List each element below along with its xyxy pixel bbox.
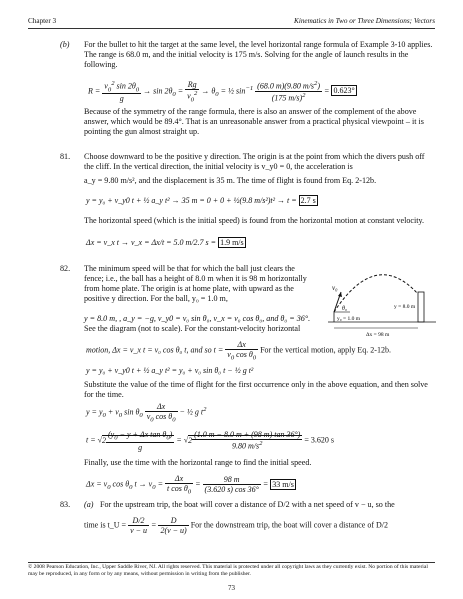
problem-82-time-result: = 3.620 s <box>304 435 334 445</box>
problem-81-number: 81. <box>60 152 71 161</box>
problem-82-text: The minimum speed will be that for which the ball just clears the fence; i.e., the ball has a height of 8.0 m when it is 98 m horizontally from home plate. The origin is at home plate, with upward as the positive y direction. For the ball, y₀ = 1.0 m, <box>84 264 307 303</box>
problem-81-eq-text: y = y₀ + v_y0 t + ½ a_y t² → 35 m = 0 + 0 + ½(9.8 m/s²)t² → t = <box>86 196 297 205</box>
part-b-text: For the bullet to hit the target at the same level, the level horizontal range formula of Example 3-10 applies. The range is 68.0 m, and the initial velocity is 175 m/s. Solving for the angle of launch results in the following. <box>84 40 433 69</box>
problem-81-horiz-text: The horizontal speed (which is the initial speed) is found from the horizontal motion at constant velocity. <box>84 216 425 225</box>
chapter-label: Chapter 3 <box>28 17 57 25</box>
theta-label: θ₀ <box>342 306 348 312</box>
problem-83-part-a-label: (a) <box>84 500 94 509</box>
problem-82-motion-text: motion, Δx = v_x t = v₀ cos θ₀ t, and so t = <box>86 345 224 355</box>
problem-81-text: Choose downward to be the positive y direction. The origin is at the point from which the divers push off the cliff. In the vertical direction, the initial velocity is v_y0 = 0, the acceleration is <box>84 152 425 171</box>
problem-81-horiz-equation <box>86 238 246 247</box>
fence <box>418 292 424 322</box>
problem-82-finally: Finally, use the time with the horizontal range to find the initial speed. <box>84 458 312 467</box>
problem-83-number: 83. <box>60 500 71 509</box>
problem-82-substitute: Substitute the value of the time of flight for the first occurrence only in the above equation, and then solve for the time. <box>84 380 428 399</box>
range-label: Δx = 98 m <box>366 332 390 338</box>
problem-82-number: 82. <box>60 264 71 273</box>
part-b-label: (b) <box>60 40 70 49</box>
problem-82-speed-answer: 33 m/s <box>272 479 294 489</box>
trajectory-diagram <box>326 262 438 338</box>
problem-82-givens: y = 8.0 m, , a_y = −g, v_y0 = v₀ sin θ₀, v_x = v₀ cos θ₀, and θ₀ = 36°. <box>84 314 311 323</box>
part-b-answer: 0.623° <box>333 86 355 96</box>
v0-label: v₀ <box>332 284 338 292</box>
problem-82-eq4: $\Delta x = v_0$ $\cos \theta_0$ $t \to v_0$ = $\frac{\Delta x}{t \cos \theta_0}$ = $\frac{98 m}{(3.620 s) \cos 36^\circ}$ = 33 m/s <box>86 474 294 496</box>
problem-82-eq1: y = y₀ + v_y0 t + ½ a_y t² = y₀ + v₀ sin θ₀ t − ½ g t² <box>86 366 254 375</box>
problem-83-text: For the upstream trip, the boat will cover a distance of D/2 with a net speed of v − u, so the <box>100 500 395 509</box>
page-number: 73 <box>228 584 235 592</box>
copyright-footer: © 2008 Pearson Education, Inc., Upper Saddle River, NJ. All rights reserved. This material is protected under all copyright laws as they currently exist. No portion of this material may be reproduced, in any form or by any means, without permission in writing from the publisher. <box>28 562 435 578</box>
problem-81-equation <box>86 196 318 205</box>
problem-82-motion: motion, Δx = v_x t = v₀ cos θ₀ t, and so t = $\frac{\Delta x}{v_0 \cos \theta_0}$ For the vertical motion, apply Eq. 2-12b. <box>86 340 391 362</box>
part-b-after: Because of the symmetry of the range formula, there is also an answer of the complement of the above answer, which would be 89.4°. That is an unreasonable answer from a practical physical viewpoint – it is pointing the gun almost straight up. <box>84 107 424 136</box>
running-header <box>28 16 435 29</box>
problem-81-speed-answer: 1.9 m/s <box>220 238 244 247</box>
problem-81-time-answer: 2.7 s <box>300 196 316 205</box>
problem-83-time-text: time is t_U = <box>84 520 127 530</box>
range-equation: R = $\frac{v_0^2 \sin 2\theta_0}{g}$ → $\sin 2\theta_0$ = $\frac{Rg}{v_0^2}$ → $\theta_0$ = ½ $\sin^{-1}$ $\frac{(68.0 m)(9.80 m/s^2)}{(175 m/s)^2}$ = 0.623° <box>88 80 355 104</box>
problem-82-eq2: $y = y_0 + v_0$ $\sin \theta_0$ $\frac{\Delta x}{v_0 \cos \theta_0}$ − ½ g $t^2$ <box>86 402 207 424</box>
problem-83-time-equation: time is t_U = $\frac{D/2}{v - u}$ = $\frac{D}{2(v - u)}$ For the downstream trip, the boat will cover a distance of D/2 <box>84 516 388 535</box>
problem-82-eq3: t = √2 $\frac{(y_0 - y + \Delta x \tan \theta_0)}{g}$ = √2 $\frac{(1.0 m - 8.0 m + (98 m) \tan 36^\circ)}{9.80 m/s^2}$ = 3.620 s <box>86 430 334 452</box>
problem-83-downstream-text: For the downstream trip, the boat will cover a distance of D/2 <box>190 520 388 530</box>
chapter-title: Kinematics in Two or Three Dimensions; Vectors <box>294 17 435 25</box>
problem-82-see-diagram: See the diagram (not to scale). For the constant-velocity horizontal <box>84 324 301 333</box>
fence-height-label: y = 8.0 m <box>394 304 416 310</box>
problem-82-vert-text: For the vertical motion, apply Eq. 2-12b. <box>260 345 391 355</box>
problem-81-horiz-eq-text: Δx = v_x t → v_x = Δx/t = 5.0 m/2.7 s = <box>86 238 217 247</box>
y0-label: y₀ = 1.0 m <box>337 316 361 322</box>
problem-81-accel: a_y = 9.80 m/s², and the displacement is 35 m. The time of flight is found from Eq. 2-12b. <box>84 176 377 185</box>
